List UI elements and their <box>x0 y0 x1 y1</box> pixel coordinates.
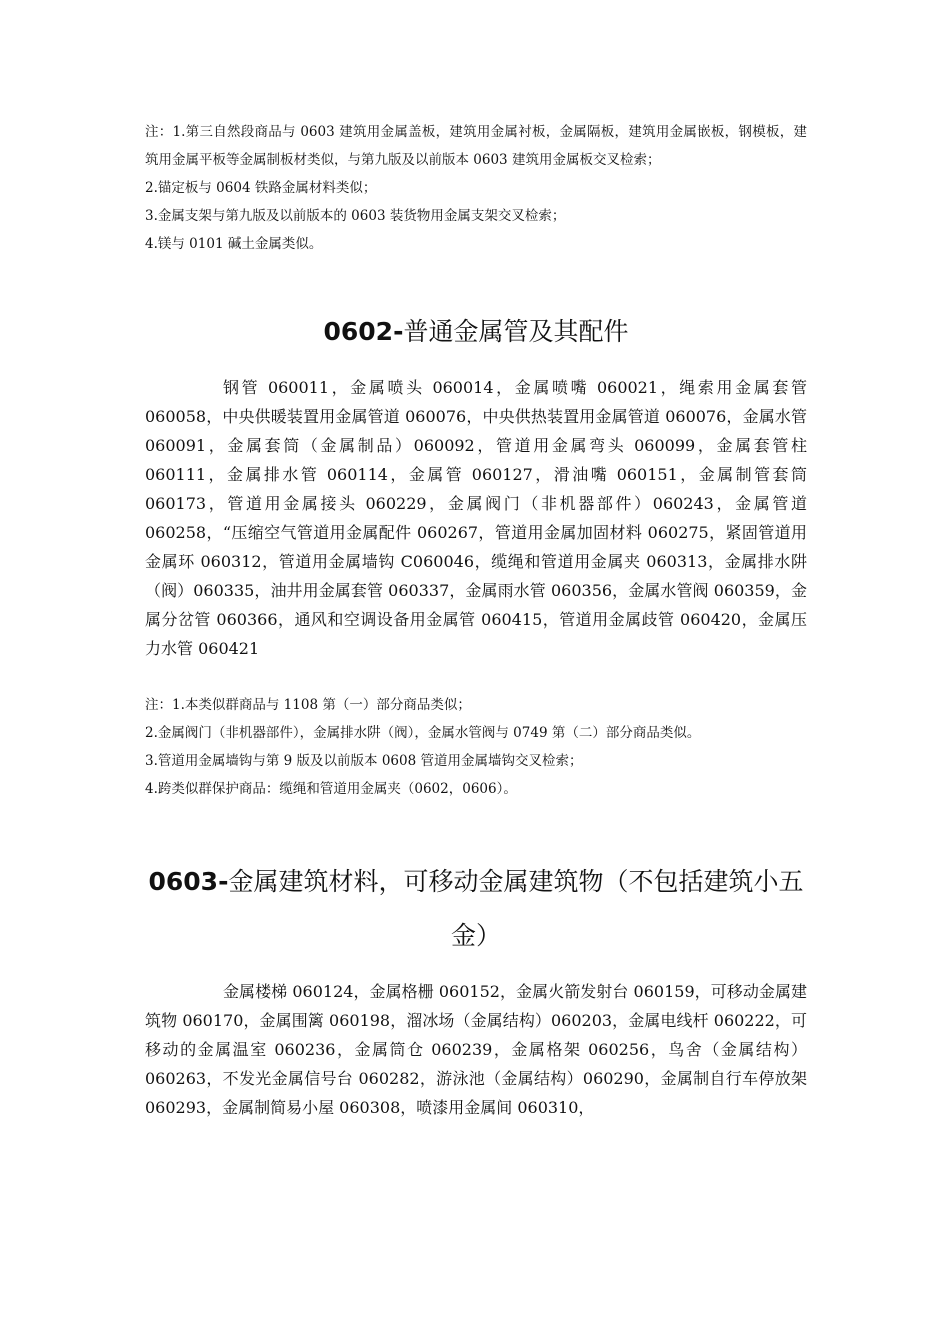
note-line: 2.金属阀门（非机器部件），金属排水阱（阀），金属水管阀与 0749 第（二）部分商品类似。 <box>145 725 701 741</box>
section-title-text: 普通金属管及其配件 <box>403 317 629 346</box>
note-line: 4.镁与 0101 碱土金属类似。 <box>145 236 323 252</box>
note-line: 3.金属支架与第九版及以前版本的 0603 装货物用金属支架交叉检索； <box>145 208 566 224</box>
section-code: 0602- <box>323 317 404 346</box>
section-title-text: 金属建筑材料，可移动金属建筑物（不包括建筑小五金） <box>228 867 804 950</box>
notes-0602 <box>145 691 807 803</box>
section-heading-0603 <box>145 855 807 963</box>
notes-previous-section <box>145 118 807 258</box>
note-line: 注：1.第三自然段商品与 0603 建筑用金属盖板，建筑用金属衬板，金属隔板，建筑用金属嵌板，钢模板，建筑用金属平板等金属制板材类似，与第九版及以前版本 0603 建筑用金属板交叉检索； <box>145 124 807 168</box>
note-line: 3.管道用金属墙钩与第 9 版及以前版本 0608 管道用金属墙钩交叉检索； <box>145 753 583 769</box>
section-code: 0603- <box>148 867 229 896</box>
section-heading-0602 <box>145 305 807 359</box>
note-line: 4.跨类似群保护商品：缆绳和管道用金属夹（0602，0606）。 <box>145 781 517 797</box>
note-line: 2.锚定板与 0604 铁路金属材料类似； <box>145 180 377 196</box>
note-line: 注：1.本类似群商品与 1108 第（一）部分商品类似； <box>145 697 471 713</box>
section-body-0602: 钢管 060011，金属喷头 060014，金属喷嘴 060021，绳索用金属套管 060058，中央供暖装置用金属管道 060076，中央供热装置用金属管道 060076，金属水管 060091，金属套筒（金属制品）060092，管道用金属弯头 060099，金属套管柱 060111，金属排水管 060114，金属管 060127，滑油嘴 060151，金属制管套筒 060173，管道用金属接头 060229，金属阀门（非机器部件）060243，金属管道 060258，“压缩空气管道用金属配件 060267，管道用金属加固材料 060275，紧固管道用金属环 060312，管道用金属墙钩 C060046，缆绳和管道用金属夹 060313，金属排水阱（阀）060335，油井用金属套管 060337，金属雨水管 060356，金属水管阀 060359，金属分岔管 060366，通风和空调设备用金属管 060415，管道用金属歧管 060420，金属压力水管 060421 <box>145 378 807 658</box>
document-page <box>145 118 807 1122</box>
section-body-0603: 金属楼梯 060124，金属格栅 060152，金属火箭发射台 060159，可移动金属建筑物 060170，金属围篱 060198，溜冰场（金属结构）060203，金属电线杆 060222，可移动的金属温室 060236，金属筒仓 060239，金属格架 060256，鸟舍（金属结构）060263，不发光金属信号台 060282，游泳池（金属结构）060290，金属制自行车停放架 060293，金属制简易小屋 060308，喷漆用金属间 060310， <box>145 982 807 1117</box>
